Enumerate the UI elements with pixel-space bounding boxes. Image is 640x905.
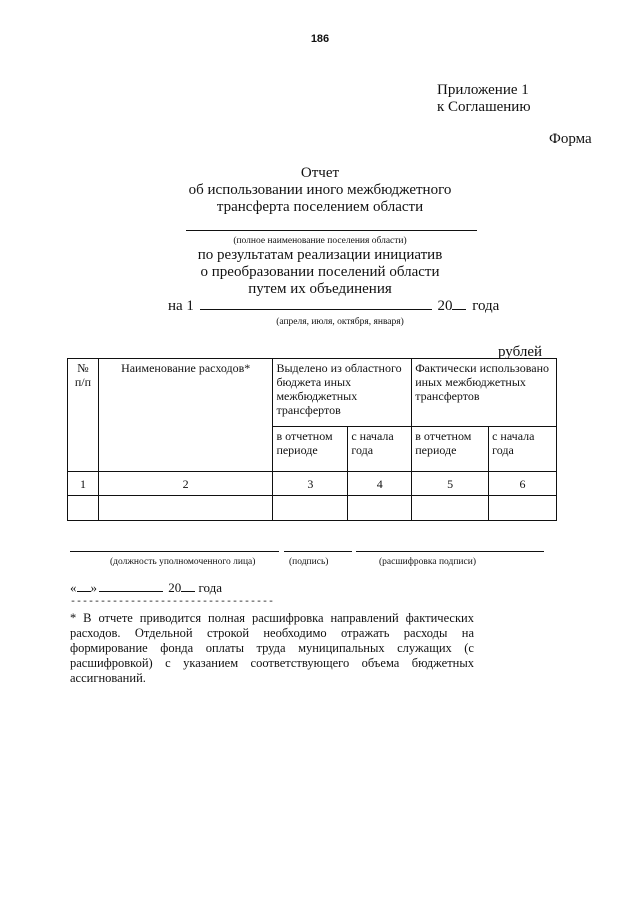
- subtitle-line-1: по результатам реализации инициатив: [197, 247, 443, 263]
- signing-year-prefix: 20: [168, 580, 182, 595]
- empty-cell: [68, 496, 99, 521]
- position-caption: (должность уполномоченного лица): [110, 557, 256, 567]
- header-num: № п/п: [68, 359, 99, 472]
- empty-cell: [98, 496, 273, 521]
- empty-cell: [273, 496, 348, 521]
- date-suffix: года: [472, 298, 500, 314]
- header-expense-name: Наименование расходов*: [98, 359, 273, 472]
- header-actual-period: в отчетном периоде: [412, 427, 489, 472]
- date-blank: [200, 297, 432, 310]
- title-line-1: Отчет: [300, 165, 340, 181]
- settlement-name-line: [186, 230, 477, 231]
- currency-label: рублей: [498, 344, 543, 360]
- col-number-3: 3: [273, 472, 348, 496]
- col-number-1: 1: [68, 472, 99, 496]
- decode-caption: (расшифровка подписи): [379, 557, 476, 567]
- signing-date: [70, 580, 222, 596]
- page-number: 186: [310, 33, 330, 45]
- report-table: [67, 358, 557, 521]
- month-blank: [99, 580, 163, 592]
- empty-cell: [348, 496, 412, 521]
- header-allocated-period: в отчетном периоде: [273, 427, 348, 472]
- day-blank: [77, 580, 91, 592]
- col-number-6: 6: [489, 472, 557, 496]
- header-allocated-year: с начала года: [348, 427, 412, 472]
- col-number-2: 2: [98, 472, 273, 496]
- signing-year-blank: [181, 580, 195, 592]
- decode-line: [356, 551, 544, 552]
- footnote-separator: ----------------------------------: [70, 597, 275, 608]
- form-label: Форма: [549, 131, 592, 147]
- col-number-4: 4: [348, 472, 412, 496]
- signing-date-suffix: года: [198, 580, 223, 595]
- appendix-label: [437, 82, 531, 116]
- signature-line: [284, 551, 352, 552]
- date-year-prefix: 20: [437, 298, 453, 314]
- empty-cell: [489, 496, 557, 521]
- header-actual-year: с начала года: [489, 427, 557, 472]
- table-row: [68, 496, 557, 521]
- subtitle-line-3: путем их объединения: [248, 281, 392, 297]
- report-subtitle: [0, 247, 640, 298]
- subtitle-line-2: о преобразовании поселений области: [200, 264, 440, 280]
- appendix-line-2: к Соглашению: [437, 99, 531, 115]
- position-line: [70, 551, 279, 552]
- year-blank: [452, 297, 466, 310]
- title-line-3: трансферта поселением области: [216, 199, 424, 215]
- title-line-2: об использовании иного межбюджетного: [188, 182, 452, 198]
- empty-cell: [412, 496, 489, 521]
- close-quote: »: [90, 580, 97, 595]
- footnote: * В отчете приводится полная расшифровка направлений фактических расходов. Отдельной строкой необходимо отражать расходы на формирование фонда оплаты труда муниципальных служащих (с расшифровкой) с указанием соответствующего объема бюджетных ассигнований.: [70, 611, 474, 685]
- settlement-caption: (полное наименование поселения области): [233, 236, 407, 246]
- column-number-row: [68, 472, 557, 496]
- report-title: [0, 165, 640, 216]
- appendix-line-1: Приложение 1: [437, 82, 529, 98]
- report-date-line: [168, 297, 499, 315]
- signature-caption: (подпись): [289, 557, 329, 567]
- open-quote: «: [70, 580, 77, 595]
- header-actual: Фактически использовано иных межбюджетных трансфертов: [412, 359, 557, 427]
- col-number-5: 5: [412, 472, 489, 496]
- header-allocated: Выделено из областного бюджета иных межбюджетных трансфертов: [273, 359, 412, 427]
- date-caption: (апреля, июля, октября, января): [276, 317, 404, 327]
- date-prefix: на 1: [168, 298, 194, 314]
